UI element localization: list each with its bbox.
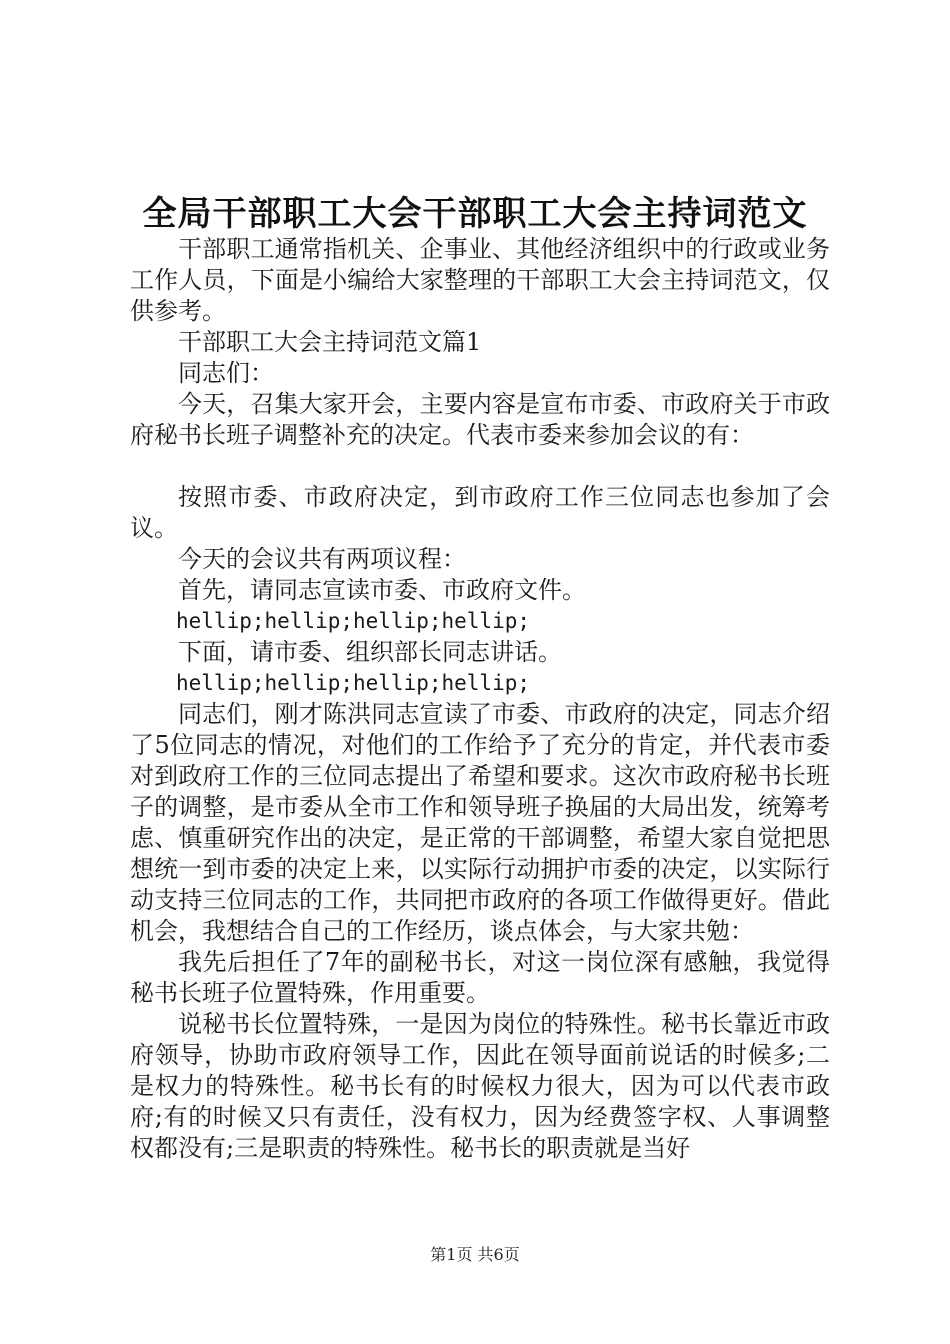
document-title: 全局干部职工大会干部职工大会主持词范文 bbox=[142, 194, 808, 234]
body-paragraph: 今天，召集大家开会，主要内容是宣布市委、市政府关于市政府秘书长班子调整补充的决定。代表市委来参加会议的有： bbox=[130, 390, 830, 449]
ellipsis-line: hellip;hellip;hellip;hellip; bbox=[176, 671, 531, 695]
body-paragraph: 下面，请市委、组织部长同志讲话。 bbox=[178, 638, 562, 666]
body-paragraph: 说秘书长位置特殊，一是因为岗位的特殊性。秘书长靠近市政府领导，协助市政府领导工作，因此在领导面前说话的时候多;二是权力的特殊性。秘书长有的时候权力很大，因为可以代表市政府;有的时候又只有责任，没有权力，因为经费签字权、人事调整权都没有;三是职责的特殊性。秘书长的职责就是当好 bbox=[130, 1010, 830, 1162]
body-paragraph: 我先后担任了7年的副秘书长，对这一岗位深有感触，我觉得秘书长班子位置特殊，作用重要。 bbox=[130, 948, 830, 1007]
page-footer: 第1页 共6页 bbox=[430, 1245, 520, 1264]
body-paragraph: 今天的会议共有两项议程： bbox=[178, 545, 466, 573]
ellipsis-line: hellip;hellip;hellip;hellip; bbox=[176, 609, 531, 633]
body-paragraph: 同志们，刚才陈洪同志宣读了市委、市政府的决定，同志介绍了5位同志的情况，对他们的工作给予了充分的肯定，并代表市委对到政府工作的三位同志提出了希望和要求。这次市政府秘书长班子的调整，是市委从全市工作和领导班子换届的大局出发，统筹考虑、慎重研究作出的决定，是正常的干部调整，希望大家自觉把思想统一到市委的决定上来，以实际行动拥护市委的决定，以实际行动支持三位同志的工作，共同把市政府的各项工作做得更好。借此机会，我想结合自己的工作经历，谈点体会，与大家共勉： bbox=[130, 700, 830, 945]
salutation: 同志们： bbox=[178, 359, 274, 387]
document-body bbox=[130, 234, 830, 1164]
section-heading: 干部职工大会主持词范文篇1 bbox=[178, 328, 482, 356]
blank-line bbox=[130, 451, 830, 482]
intro-paragraph: 干部职工通常指机关、企事业、其他经济组织中的行政或业务工作人员，下面是小编给大家整理的干部职工大会主持词范文，仅供参考。 bbox=[130, 235, 830, 325]
body-paragraph: 按照市委、市政府决定，到市政府工作三位同志也参加了会议。 bbox=[130, 483, 830, 542]
body-paragraph: 首先，请同志宣读市委、市政府文件。 bbox=[178, 576, 586, 604]
